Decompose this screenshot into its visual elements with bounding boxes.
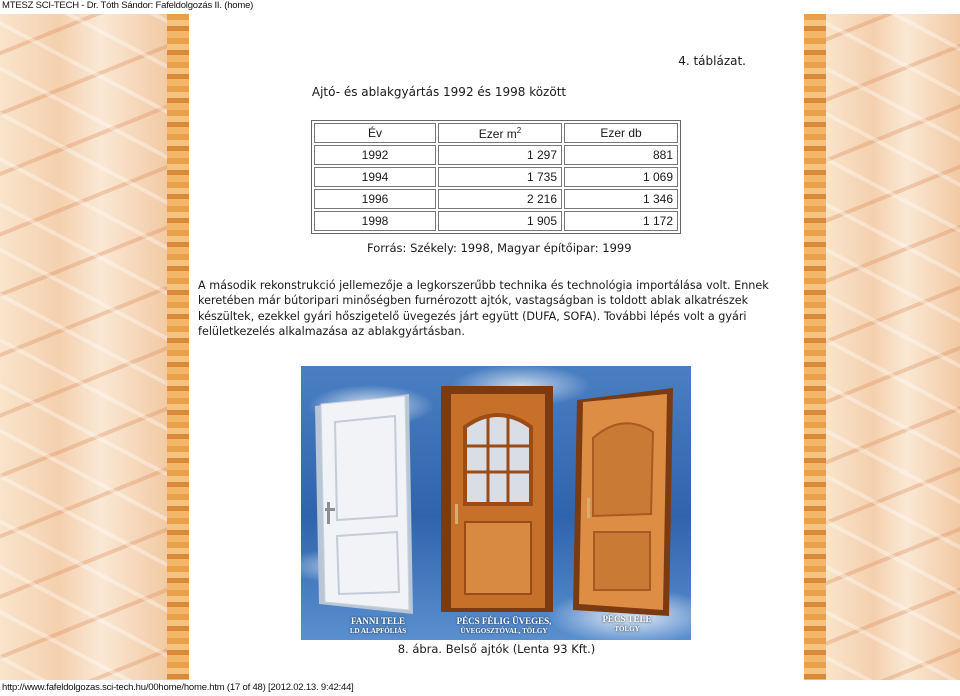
- cell-count: 1 069: [564, 167, 678, 187]
- figure-caption: 8. ábra. Belső ajtók (Lenta 93 Kft.): [397, 642, 596, 656]
- decorative-border-left: [167, 14, 189, 680]
- table-number: 4. táblázat.: [678, 54, 746, 68]
- doors-photo: [301, 366, 691, 640]
- page-footer: http://www.fafeldolgozas.sci-tech.hu/00home/home.htm (17 of 48) [2012.02.13. 9:42:44]: [2, 682, 354, 693]
- decorative-border-right: [804, 14, 826, 680]
- header-year: Év: [314, 123, 436, 143]
- wood-background-left: [0, 14, 168, 680]
- cell-year: 1994: [314, 167, 436, 187]
- table-title: Ajtó- és ablakgyártás 1992 és 1998 között: [311, 85, 567, 99]
- door-label: FANNI TELE LD ALAPFÓLIÁS: [349, 616, 407, 635]
- glazed-oak-door: [441, 386, 553, 612]
- cell-year: 1996: [314, 189, 436, 209]
- header-count: Ezer db: [564, 123, 678, 143]
- cell-count: 881: [564, 145, 678, 165]
- table-row: [314, 167, 678, 187]
- table-header-row: [314, 123, 678, 143]
- cell-area: 1 735: [438, 167, 562, 187]
- wood-background-right: [826, 14, 960, 680]
- doors-illustration: [301, 366, 691, 640]
- table-row: [314, 211, 678, 231]
- solid-oak-door: [573, 388, 673, 616]
- table-row: [314, 145, 678, 165]
- header-area: Ezer $m^2$: [438, 123, 562, 143]
- cell-count: 1 172: [564, 211, 678, 231]
- header-area-superscript: 2: [516, 125, 522, 135]
- body-paragraph: A második rekonstrukció jellemezője a legkorszerűbb technika és technológia importálása volt. Ennek keretében már bútoripari minőségben furnérozott ajtók, vastagságban is toldott ablak alkatrészek készültek, ezekkel gyári hőszigetelő üvegezés járt együtt (DUFA, SOFA). További lépés volt a gyári felületkezelés alkalmazása az ablakgyártásban.: [198, 279, 769, 339]
- cell-count: 1 346: [564, 189, 678, 209]
- table-source: Forrás: Székely: 1998, Magyar építőipar: 1999: [367, 241, 632, 255]
- white-door: [315, 394, 413, 614]
- door-label: PÉCS TELE TÖLGY: [602, 614, 652, 633]
- page-header: MTESZ SCI-TECH - Dr. Tóth Sándor: Fafeldolgozás II. (home): [2, 0, 254, 11]
- cell-year: 1992: [314, 145, 436, 165]
- door-label: PÉCS FÉLIG ÜVEGES, ÜVEGOSZTÓVAL, TÖLGY: [456, 616, 552, 635]
- cell-area: 2 216: [438, 189, 562, 209]
- table-row: [314, 189, 678, 209]
- production-table: [311, 120, 681, 234]
- page-content: [189, 14, 804, 680]
- cell-area: 1 297: [438, 145, 562, 165]
- cell-year: 1998: [314, 211, 436, 231]
- cell-area: 1 905: [438, 211, 562, 231]
